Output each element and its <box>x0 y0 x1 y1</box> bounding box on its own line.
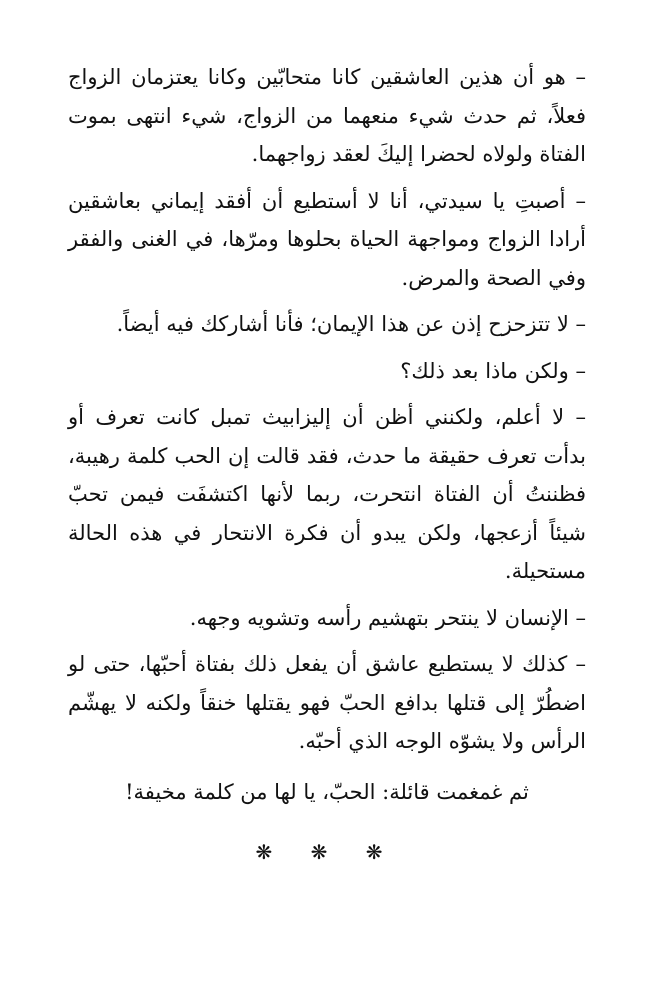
section-separator: ❋ ❋ ❋ <box>255 840 399 864</box>
paragraph-6: – الإنسان لا ينتحر بتهشيم رأسه وتشويه وجهه. <box>189 605 586 630</box>
paragraph-1: – هو أن هذين العاشقين كانا متحابّين وكانا يعتزمان الزواج فعلاً، ثم حدث شيء منعهما من الزواج، شيء انتهى بموت الفتاة ولولاه لحضرا إليكَ لعقد زواجهما. <box>68 65 586 166</box>
paragraph-2: – أصبتِ يا سيدتي، أنا لا أستطيع أن أفقد إيماني بعاشقين أرادا الزواج ومواجهة الحياة بحلوها ومرّها، في الغنى والفقر وفي الصحة والمرض. <box>68 188 586 290</box>
paragraph-3: – لا تتزحزح إذن عن هذا الإيمان؛ فأنا أشاركك فيه أيضاً. <box>116 312 586 336</box>
paragraph-5: – لا أعلم، ولكنني أظن أن إليزابيث تمبل كانت تعرف أو بدأت تعرف حقيقة ما حدث، فقد قالت إن الحب كلمة رهيبة، فظننتُ أن الفتاة انتحرت، ربما لأنها اكتشفَت فيمن تحبّ شيئاً أزعجها، ولكن يبدو أن فكرة الانتحار في هذه الحالة مستحيلة. <box>68 405 586 583</box>
book-page <box>68 58 586 872</box>
paragraph-7: – كذلك لا يستطيع عاشق أن يفعل ذلك بفتاة أحبّها، حتى لو اضطُرّ إلى قتلها بدافع الحبّ فهو يقتلها خنقاً ولكنه لا يهشّم الرأس ولا يشوّه الوجه الذي أحبّه. <box>68 652 586 753</box>
paragraph-4: – ولكن ماذا بعد ذلك؟ <box>400 358 586 383</box>
closing-line: ثم غمغمت قائلة: الحبّ، يا لها من كلمة مخيفة! <box>125 779 529 804</box>
